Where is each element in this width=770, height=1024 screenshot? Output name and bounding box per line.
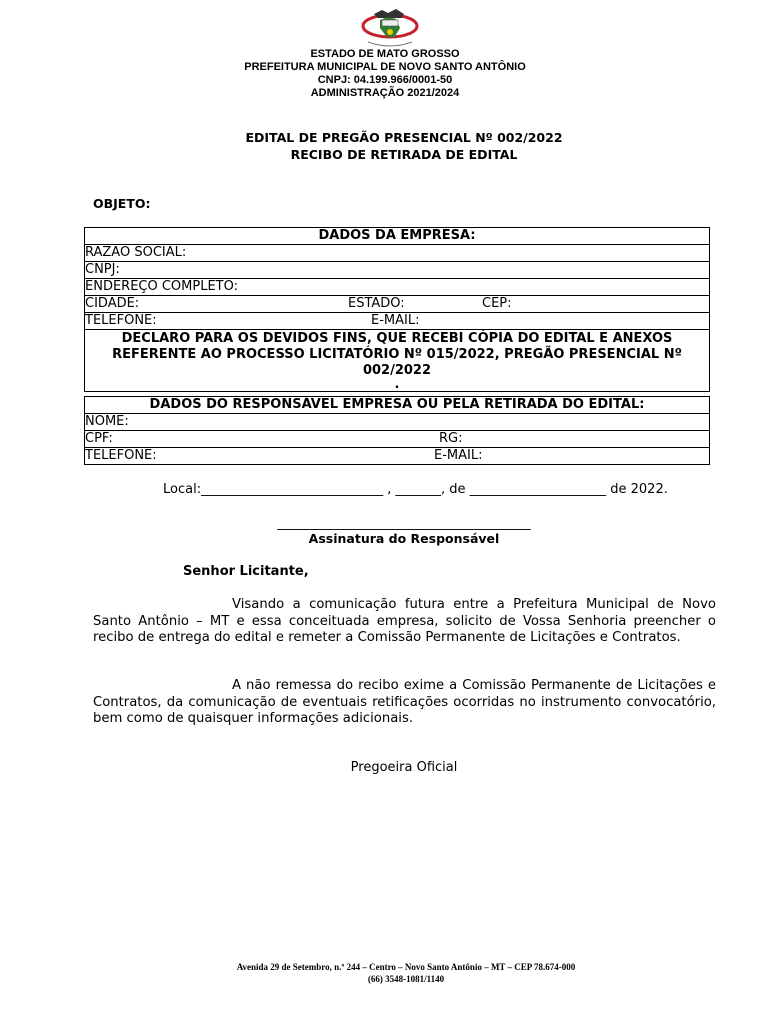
signature-label: Assinatura do Responsável xyxy=(308,531,500,546)
responsible-phone-email-row xyxy=(85,448,710,465)
cpf-rg-row xyxy=(85,431,710,448)
header-state: ESTADO DE MATO GROSSO xyxy=(310,48,460,60)
declaration-cell xyxy=(85,330,710,392)
footer-address: Avenida 29 de Setembro, n.º 244 – Centro – Novo Santo Antônio – MT – CEP 78.674-000 xyxy=(236,962,576,972)
nome-field[interactable]: NOME: xyxy=(85,414,710,431)
cidade-field[interactable]: CIDADE: xyxy=(85,296,140,311)
rg-field[interactable]: RG: xyxy=(439,431,463,446)
responsible-telefone-field[interactable]: TELEFONE: xyxy=(85,448,157,463)
endereco-field[interactable]: ENDEREÇO COMPLETO: xyxy=(85,279,710,296)
company-email-field[interactable]: E-MAIL: xyxy=(371,313,420,328)
company-table-heading: DADOS DA EMPRESA: xyxy=(85,228,710,245)
estado-field[interactable]: ESTADO: xyxy=(348,296,405,311)
paragraph-warning: A não remessa do recibo exime a Comissão Permanente de Licitações e Contratos, da comunicação de eventuais retificações ocorridas no instrumento convocatório, bem como de quaisquer informações adicionais. xyxy=(93,678,716,726)
declaration-dot: . xyxy=(394,377,400,392)
place-date-line[interactable]: Local:____________________________ , _______, de _____________________ de 2022. xyxy=(163,482,668,497)
document-title: EDITAL DE PREGÃO PRESENCIAL Nº 002/2022 xyxy=(245,130,563,145)
responsible-table-heading: DADOS DO RESPONSÁVEL EMPRESA OU PELA RETIRADA DO EDITAL: xyxy=(85,397,710,414)
responsible-data-table xyxy=(84,396,710,465)
header-cnpj: CNPJ: 04.199.966/0001-50 xyxy=(317,74,453,86)
closing-signature: Pregoeira Oficial xyxy=(350,760,458,775)
company-phone-email-row xyxy=(85,313,710,330)
cnpj-field[interactable]: CNPJ: xyxy=(85,262,710,279)
cidade-estado-cep-row xyxy=(85,296,710,313)
company-data-table xyxy=(84,227,710,392)
document-subtitle: RECIBO DE RETIRADA DE EDITAL xyxy=(290,147,518,162)
header-prefecture: PREFEITURA MUNICIPAL DE NOVO SANTO ANTÔNIO xyxy=(244,61,526,73)
objeto-label: OBJETO: xyxy=(93,196,151,211)
paragraph-notice: Visando a comunicação futura entre a Prefeitura Municipal de Novo Santo Antônio – MT e essa conceituada empresa, solicito de Vossa Senhoria preencher o recibo de entrega do edital e remeter a Comissão Permanente de Licitações e Contratos. xyxy=(93,597,716,645)
responsible-email-field[interactable]: E-MAIL: xyxy=(434,448,483,463)
municipal-logo-icon xyxy=(358,4,422,50)
footer-phone: (66) 3548-1081/1140 xyxy=(367,974,445,984)
header-administration: ADMINISTRAÇÃO 2021/2024 xyxy=(310,87,460,99)
declaration-text: DECLARO PARA OS DEVIDOS FINS, QUE RECEBI CÓPIA DO EDITAL E ANEXOS REFERENTE AO PROCESSO LICITATÓRIO Nº 015/2022, PREGÃO PRESENCIAL Nº 002/2022 xyxy=(112,331,682,378)
company-telefone-field[interactable]: TELEFONE: xyxy=(85,313,157,328)
razao-social-field[interactable]: RAZÃO SOCIAL: xyxy=(85,245,710,262)
signature-line: _______________________________________ xyxy=(277,516,531,531)
cep-field[interactable]: CEP: xyxy=(482,296,512,311)
greeting: Senhor Licitante, xyxy=(183,564,309,579)
cpf-field[interactable]: CPF: xyxy=(85,431,113,446)
